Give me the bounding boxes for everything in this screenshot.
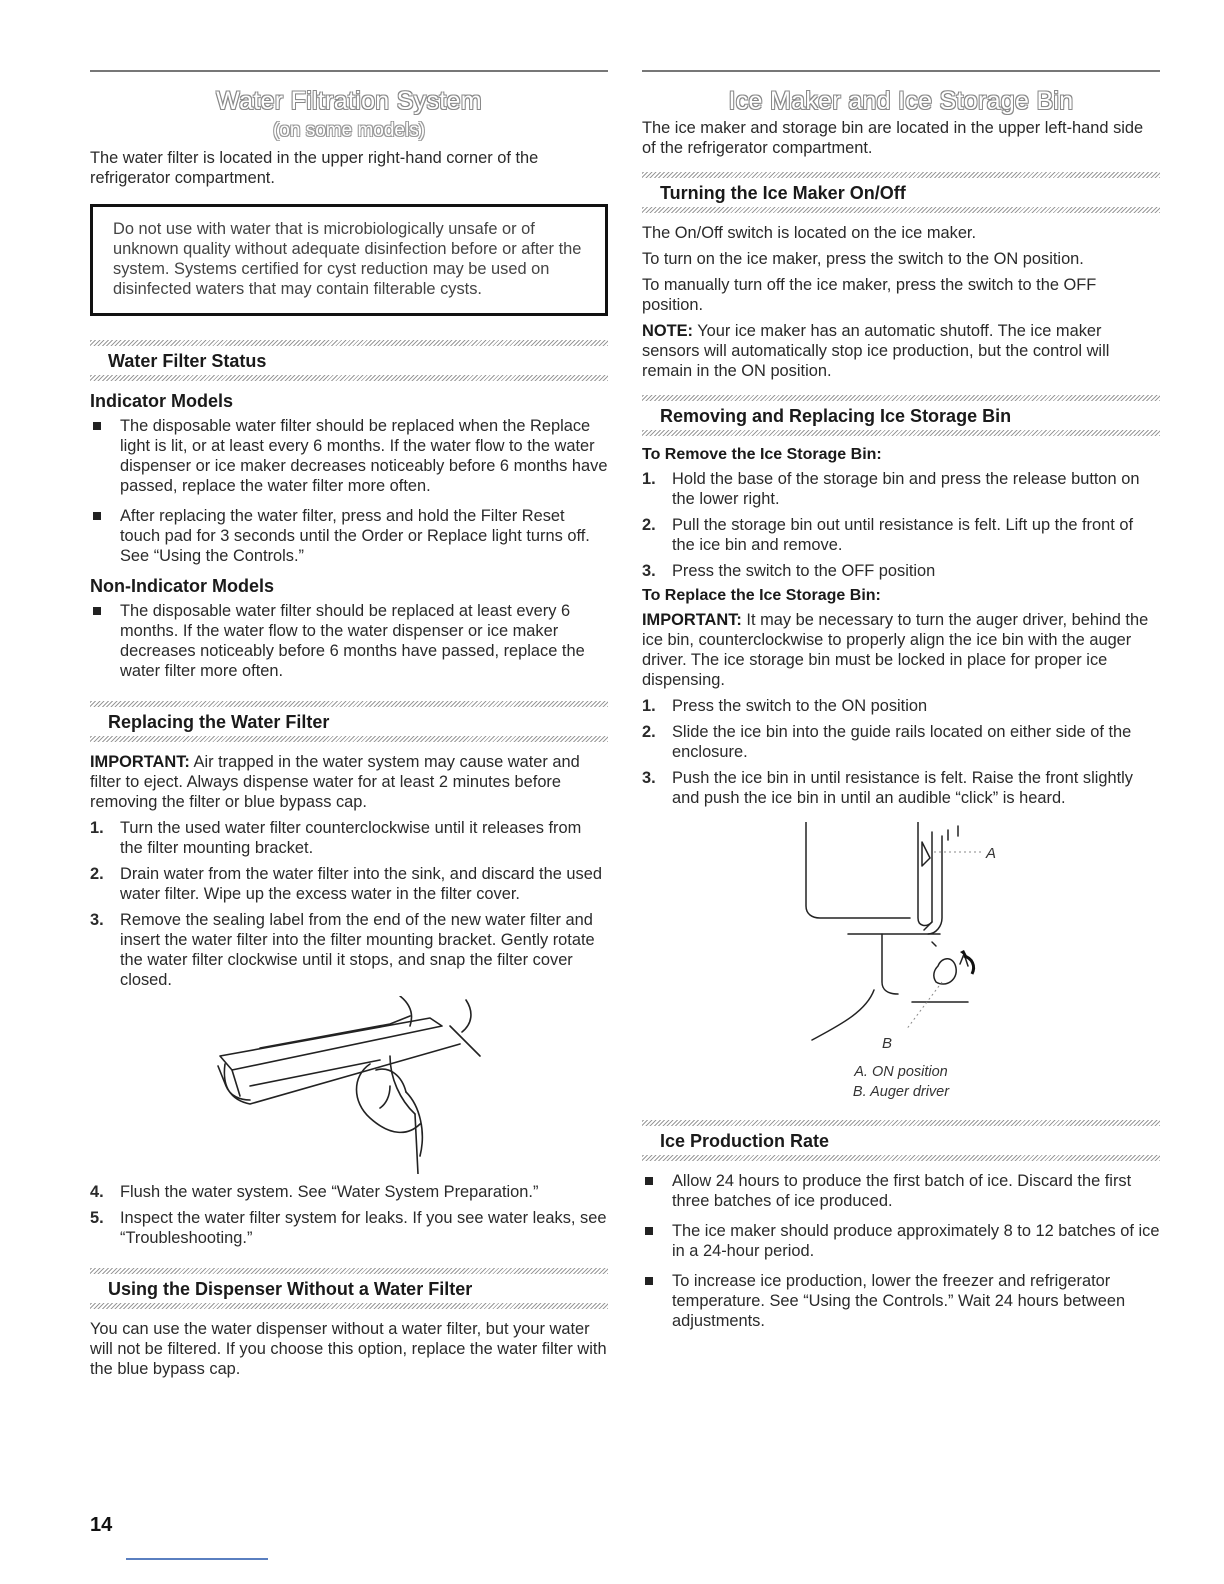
filter-illustration: [90, 996, 608, 1174]
hatch-bar: [90, 375, 608, 381]
step-number: 2.: [90, 865, 104, 883]
step-item: [90, 1182, 608, 1202]
step-number: 2.: [642, 516, 656, 534]
step-text: Inspect the water filter system for leaks. If you see water leaks, see “Troubleshooting.”: [120, 1209, 607, 1247]
step-number: 1.: [642, 470, 656, 488]
section-header-production-rate: [642, 1120, 1160, 1161]
step-number: 3.: [642, 562, 656, 580]
warning-box: [90, 204, 608, 316]
section-header-onoff: [642, 172, 1160, 213]
section-header-replacing: [90, 701, 608, 742]
heading-ice-production-rate: Ice Production Rate: [660, 1131, 830, 1151]
important-note: [90, 752, 608, 812]
hatch-bar: [642, 207, 1160, 213]
dispenser-text: You can use the water dispenser without a water filter, but your water will not be filtered. If you choose this option, replace the water filter with the blue bypass cap.: [90, 1320, 607, 1378]
step-item: [642, 469, 1160, 509]
step-item: [642, 722, 1160, 762]
remove-steps: [642, 469, 1160, 581]
step-item: [642, 696, 1160, 716]
hatch-bar: [90, 736, 608, 742]
list-item: After replacing the water filter, press and hold the Filter Reset touch pad for 3 seconds until the Order or Replace light turns off. See “Using the Controls.”: [90, 506, 608, 566]
label-remove-bin: To Remove the Ice Storage Bin:: [642, 446, 882, 463]
label-replace-bin: To Replace the Ice Storage Bin:: [642, 587, 881, 604]
left-column: [90, 70, 608, 1385]
heading-replacing-water-filter: Replacing the Water Filter: [108, 712, 330, 732]
step-text: Hold the base of the storage bin and press the release button on the lower right.: [672, 470, 1140, 508]
step-text: Push the ice bin in until resistance is felt. Raise the front slightly and push the ice bin in until an audible “click” is heard.: [672, 769, 1133, 807]
step-item: [90, 864, 608, 904]
top-rule: [90, 70, 608, 72]
step-number: 2.: [642, 723, 656, 741]
note-paragraph: [642, 321, 1160, 381]
step-text: Press the switch to the OFF position: [672, 562, 936, 580]
onoff-p2: To turn on the ice maker, press the switch to the ON position.: [642, 250, 1084, 268]
heading-turning-ice-maker: Turning the Ice Maker On/Off: [660, 183, 906, 203]
step-text: Slide the ice bin into the guide rails located on either side of the enclosure.: [672, 723, 1132, 761]
section-header-bin: [642, 395, 1160, 436]
hatch-bar: [642, 430, 1160, 436]
step-text: Remove the sealing label from the end of the new water filter and insert the water filter into the filter mounting bracket. Gently rotate the water filter clockwise until it stops, and snap the filter cover closed.: [120, 911, 595, 989]
section-subtitle: (on some models): [272, 120, 426, 141]
note-text: Your ice maker has an automatic shutoff. The ice maker sensors will automatically stop ice production, but the control will remain in the ON position.: [642, 322, 1110, 380]
list-item: Allow 24 hours to produce the first batch of ice. Discard the first three batches of ice produced.: [642, 1171, 1160, 1211]
section-header-dispenser: [90, 1268, 608, 1309]
onoff-p1: The On/Off switch is located on the ice maker.: [642, 224, 977, 242]
step-text: Press the switch to the ON position: [672, 697, 928, 715]
ice-bin-illustration: [642, 822, 1160, 1062]
ice-bin-drawing: [642, 822, 1160, 1062]
important-text: Air trapped in the water system may cause water and filter to eject. Always dispense water for at least 2 minutes before removing the filter or blue bypass cap.: [90, 753, 580, 811]
step-text: Drain water from the water filter into the sink, and discard the used water filter. Wipe up the excess water in the filter cover.: [120, 865, 602, 903]
right-column: [642, 70, 1160, 1341]
heading-dispenser-without-filter: Using the Dispenser Without a Water Filter: [108, 1279, 473, 1299]
step-number: 5.: [90, 1209, 104, 1227]
step-item: [90, 910, 608, 990]
onoff-p3: To manually turn off the ice maker, press the switch to the OFF position.: [642, 276, 1097, 314]
important-text: It may be necessary to turn the auger driver, behind the ice bin, counterclockwise to properly align the ice bin with the auger driver. The ice storage bin must be locked in place for proper ice dispensing.: [642, 611, 1149, 689]
section-title-ice-maker: Ice Maker and Ice Storage Bin: [728, 87, 1074, 115]
caption-b: B. Auger driver: [852, 1084, 950, 1100]
step-item: [642, 515, 1160, 555]
indicator-list: [90, 416, 608, 566]
heading-removing-replacing-bin: Removing and Replacing Ice Storage Bin: [660, 406, 1012, 426]
important-label: IMPORTANT:: [90, 753, 190, 771]
page-number: 14: [90, 1514, 113, 1536]
bottom-rule: [126, 1558, 268, 1560]
list-item: To increase ice production, lower the freezer and refrigerator temperature. See “Using the Controls.” Wait 24 hours between adjustments.: [642, 1271, 1160, 1331]
step-number: 3.: [90, 911, 104, 929]
top-rule: [642, 70, 1160, 72]
step-text: Pull the storage bin out until resistance is felt. Lift up the front of the ice bin and remove.: [672, 516, 1134, 554]
water-filter-intro: The water filter is located in the upper right-hand corner of the refrigerator compartment.: [90, 149, 539, 187]
heading-indicator-models: Indicator Models: [90, 391, 234, 411]
step-number: 4.: [90, 1183, 104, 1201]
list-item: The disposable water filter should be replaced when the Replace light is lit, or at least every 6 months. If the water flow to the water dispenser or ice maker decreases noticeably before 6 months have passed, replace the water filter more often.: [90, 416, 608, 496]
figure-label-b: B: [882, 1035, 893, 1052]
caption-a: A. ON position: [854, 1064, 948, 1080]
list-item: The disposable water filter should be replaced at least every 6 months. If the water flow to the water dispenser or ice maker decreases noticeably before 6 months have passed, replace the water filter more often.: [90, 601, 608, 681]
section-title-water-filtration: Water Filtration System: [216, 87, 482, 115]
step-item: [642, 561, 1160, 581]
flush-steps: [90, 1182, 608, 1248]
heading-non-indicator-models: Non-Indicator Models: [90, 576, 274, 596]
section-header-filter-status: [90, 340, 608, 381]
non-indicator-list: [90, 601, 608, 681]
step-item: [642, 768, 1160, 808]
replace-steps: [90, 818, 608, 990]
step-item: [90, 1208, 608, 1248]
warning-text: Do not use with water that is microbiologically unsafe or of unknown quality without adequate disinfection before or after the system. Systems certified for cyst reduction may be used on disinfected waters that may contain filterable cysts.: [113, 220, 582, 298]
replace-bin-steps: [642, 696, 1160, 808]
production-rate-list: [642, 1171, 1160, 1331]
figure-label-a: A: [986, 845, 997, 862]
step-number: 1.: [90, 819, 104, 837]
step-number: 1.: [642, 697, 656, 715]
list-item: The ice maker should produce approximately 8 to 12 batches of ice in a 24-hour period.: [642, 1221, 1160, 1261]
step-number: 3.: [642, 769, 656, 787]
filter-drawing: [90, 996, 608, 1174]
ice-maker-intro: The ice maker and storage bin are located in the upper left-hand side of the refrigerator compartment.: [642, 119, 1144, 157]
step-text: Turn the used water filter counterclockwise until it releases from the filter mounting bracket.: [120, 819, 582, 857]
step-item: [90, 818, 608, 858]
bin-important-note: [642, 610, 1160, 690]
heading-water-filter-status: Water Filter Status: [108, 351, 267, 371]
hatch-bar: [642, 1155, 1160, 1161]
hatch-bar: [90, 1303, 608, 1309]
step-text: Flush the water system. See “Water System Preparation.”: [120, 1183, 539, 1201]
note-label: NOTE:: [642, 322, 693, 340]
important-label: IMPORTANT:: [642, 611, 742, 629]
